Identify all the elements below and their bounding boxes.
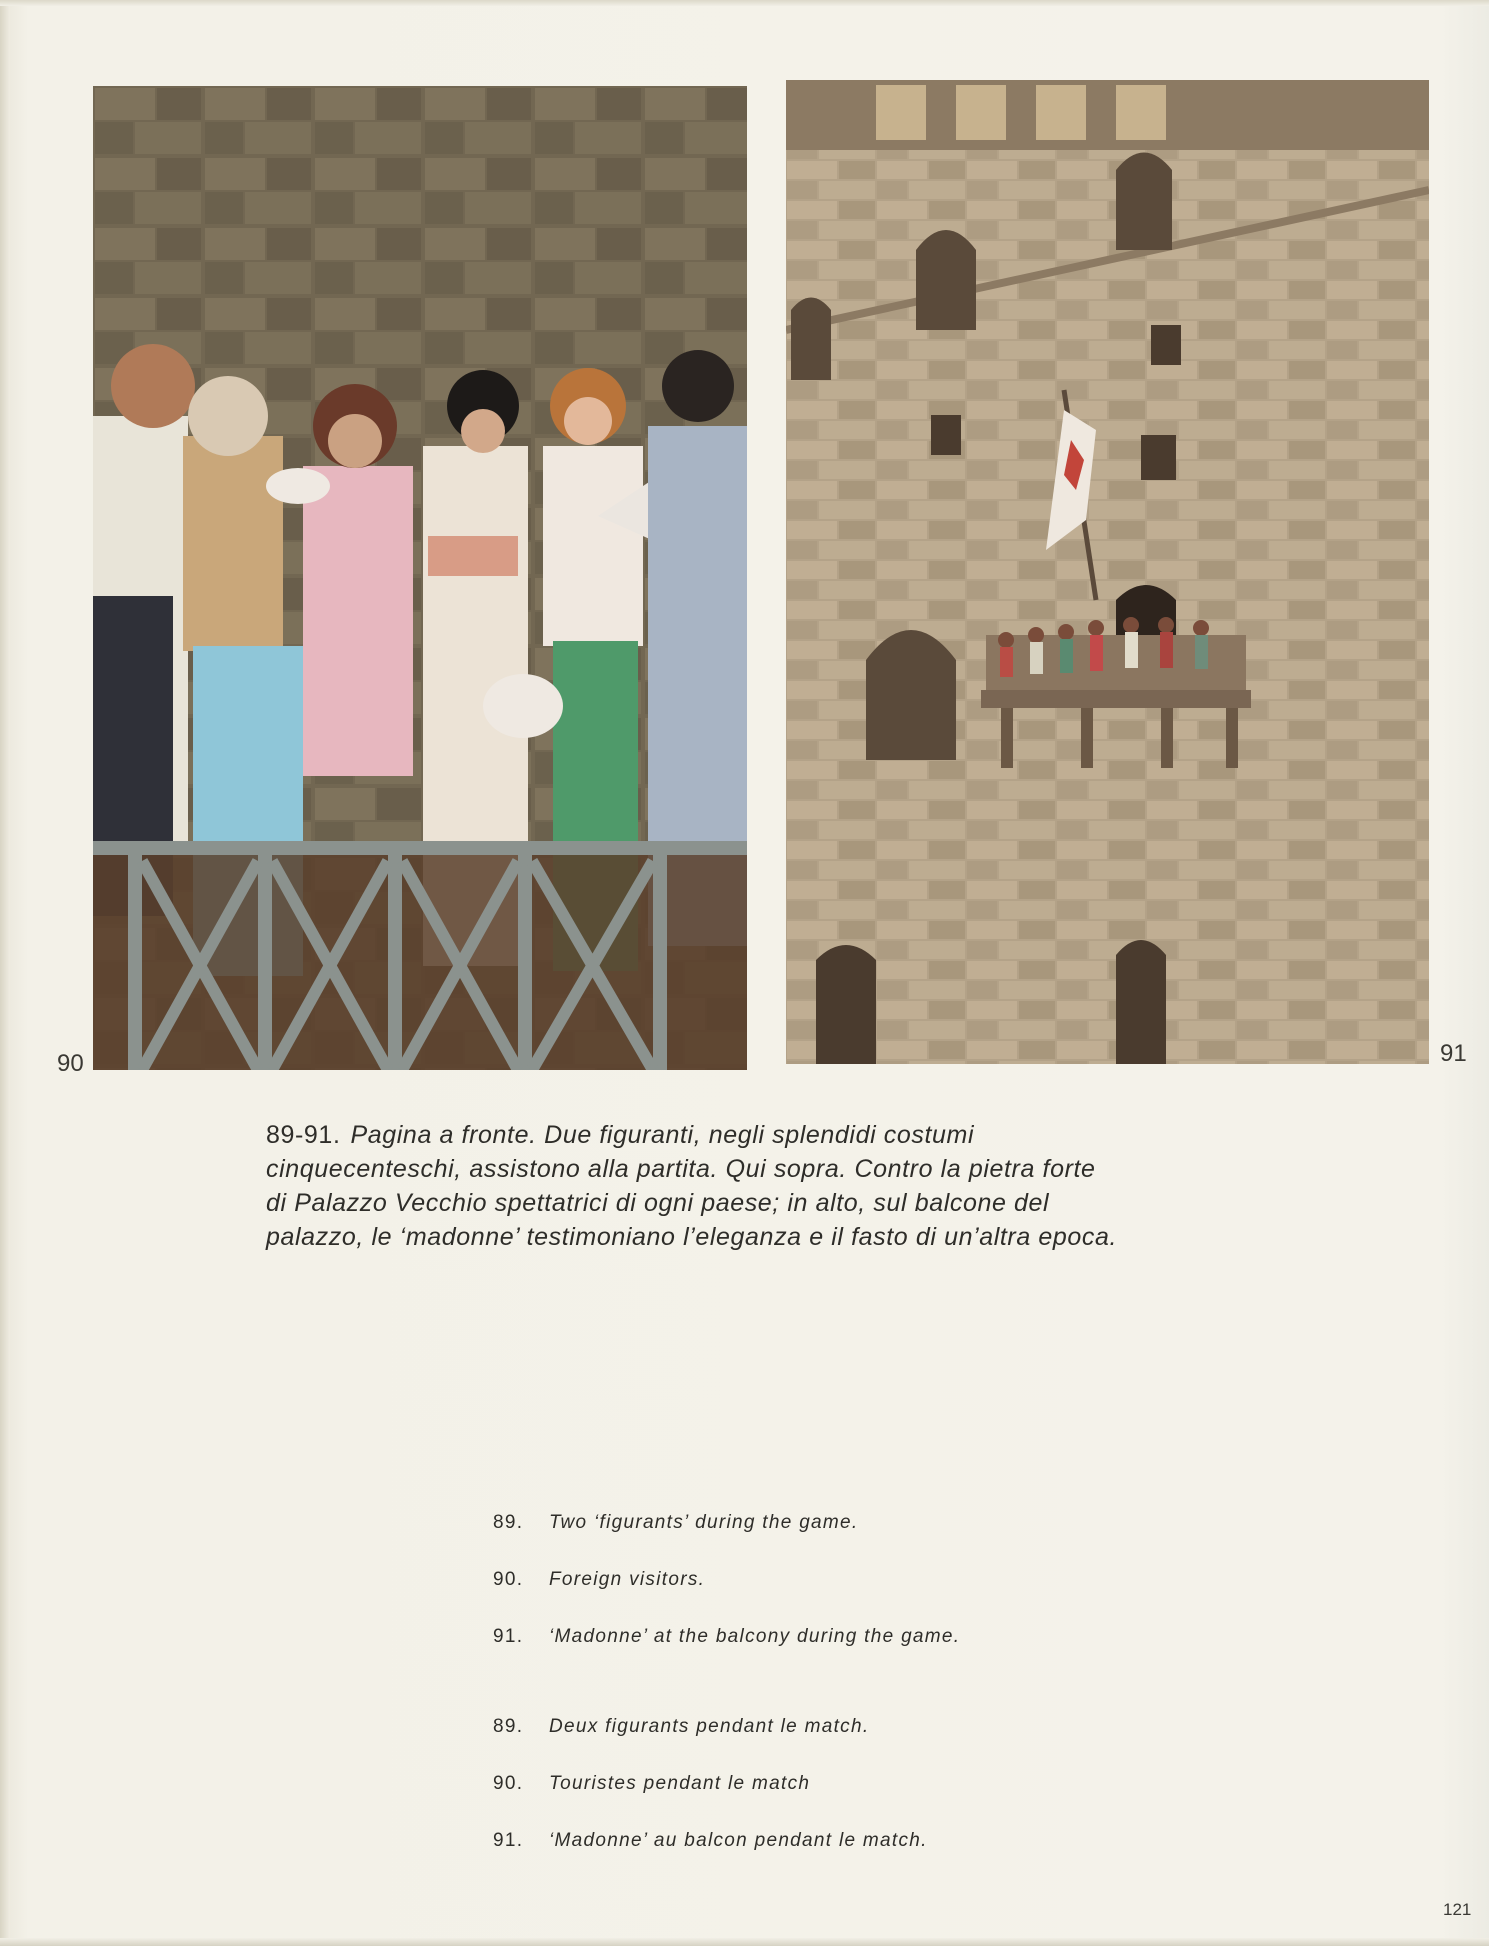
photo-visitors-illustration: [93, 86, 747, 1070]
legend-text: Two ‘figurants’ during the game.: [549, 1512, 859, 1533]
caption-reference: 89-91.: [266, 1121, 341, 1149]
legend-item: [493, 1830, 1193, 1887]
legend-item: [493, 1716, 1193, 1773]
legend-item: [493, 1569, 1193, 1626]
legend-english: [493, 1512, 1193, 1683]
legend-text: Foreign visitors.: [549, 1569, 706, 1590]
photo-balcony-illustration: [786, 80, 1429, 1064]
caption-line-1: [266, 1118, 1276, 1152]
legend-item: [493, 1773, 1193, 1830]
bottom-edge: [0, 1938, 1489, 1946]
figure-number-90: 90: [57, 1050, 84, 1077]
legend-number: 90.: [493, 1569, 524, 1590]
caption-line-2: cinquecenteschi, assistono alla partita. Qui sopra. Contro la pietra forte: [266, 1155, 1096, 1183]
legend-number: 91.: [493, 1830, 524, 1851]
legend-item: [493, 1512, 1193, 1569]
legend-number: 89.: [493, 1512, 524, 1533]
legend-text: ‘Madonne’ au balcon pendant le match.: [549, 1830, 928, 1851]
page-number: 121: [1443, 1900, 1472, 1919]
caption-italian: [266, 1118, 1276, 1254]
legend-number: 90.: [493, 1773, 524, 1794]
figure-number-91: 91: [1440, 1040, 1467, 1067]
legend-text: ‘Madonne’ at the balcony during the game.: [549, 1626, 961, 1647]
legend-item: [493, 1626, 1193, 1683]
caption-line-4: palazzo, le ‘madonne’ testimoniano l’eleganza e il fasto di un’altra epoca.: [266, 1223, 1118, 1251]
legend-french: [493, 1716, 1193, 1887]
caption-line-1-text: Pagina a fronte. Due figuranti, negli splendidi costumi: [350, 1121, 975, 1149]
photo-foreign-visitors: [93, 86, 747, 1070]
legend-text: Deux figurants pendant le match.: [549, 1716, 870, 1737]
legend-number: 91.: [493, 1626, 524, 1647]
legend-text: Touristes pendant le match: [549, 1773, 811, 1794]
photo-palazzo-balcony: [786, 80, 1429, 1064]
top-edge: [0, 0, 1489, 6]
legend-number: 89.: [493, 1716, 524, 1737]
caption-line-3: di Palazzo Vecchio spettatrici di ogni paese; in alto, sul balcone del: [266, 1189, 1050, 1217]
binding-edge: [0, 0, 10, 1946]
